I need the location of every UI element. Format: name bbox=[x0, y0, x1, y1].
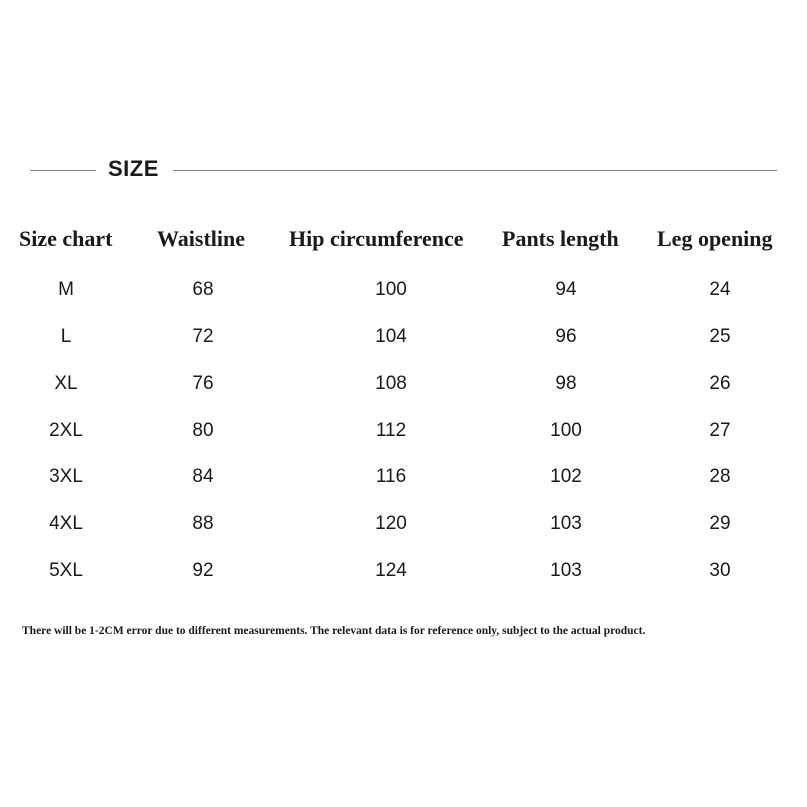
size-title: SIZE bbox=[108, 156, 159, 181]
cell-waistline: 68 bbox=[192, 279, 214, 300]
cell-pants-length: 98 bbox=[555, 373, 577, 394]
cell-hip-circumference: 108 bbox=[375, 373, 407, 394]
measurement-note: There will be 1-2CM error due to different measurements. The relevant data is for reference only, subject to the actual product. bbox=[22, 625, 646, 637]
cell-leg-opening: 24 bbox=[709, 279, 731, 300]
title-divider-right bbox=[173, 170, 777, 171]
cell-hip-circumference: 116 bbox=[375, 466, 407, 487]
cell-size: 4XL bbox=[49, 513, 83, 534]
title-divider-left bbox=[30, 170, 96, 171]
cell-hip-circumference: 112 bbox=[375, 420, 407, 441]
cell-leg-opening: 25 bbox=[709, 326, 731, 347]
cell-pants-length: 103 bbox=[550, 513, 582, 534]
cell-size: L bbox=[60, 326, 72, 347]
cell-leg-opening: 28 bbox=[709, 466, 731, 487]
cell-waistline: 76 bbox=[192, 373, 214, 394]
cell-leg-opening: 26 bbox=[709, 373, 731, 394]
cell-pants-length: 103 bbox=[550, 560, 582, 581]
cell-waistline: 72 bbox=[192, 326, 214, 347]
cell-hip-circumference: 100 bbox=[375, 279, 407, 300]
cell-size: M bbox=[58, 279, 74, 300]
cell-leg-opening: 29 bbox=[709, 513, 731, 534]
cell-waistline: 80 bbox=[192, 420, 214, 441]
header-pants-length: Pants length bbox=[502, 226, 619, 251]
cell-size: 5XL bbox=[49, 560, 83, 581]
size-title-row bbox=[30, 152, 777, 188]
cell-size: XL bbox=[54, 373, 78, 394]
header-waistline: Waistline bbox=[157, 226, 246, 251]
cell-leg-opening: 27 bbox=[709, 420, 731, 441]
cell-waistline: 88 bbox=[192, 513, 214, 534]
cell-pants-length: 96 bbox=[555, 326, 577, 347]
cell-pants-length: 100 bbox=[550, 420, 582, 441]
header-size-chart: Size chart bbox=[19, 226, 113, 251]
cell-waistline: 84 bbox=[192, 466, 214, 487]
cell-hip-circumference: 120 bbox=[375, 513, 407, 534]
cell-size: 2XL bbox=[49, 420, 83, 441]
header-hip-circumference: Hip circumference bbox=[289, 226, 464, 251]
cell-hip-circumference: 124 bbox=[375, 560, 407, 581]
cell-leg-opening: 30 bbox=[709, 560, 731, 581]
cell-pants-length: 94 bbox=[555, 279, 577, 300]
cell-waistline: 92 bbox=[192, 560, 214, 581]
cell-hip-circumference: 104 bbox=[375, 326, 407, 347]
cell-pants-length: 102 bbox=[550, 466, 582, 487]
header-leg-opening: Leg opening bbox=[657, 226, 773, 251]
cell-size: 3XL bbox=[49, 466, 83, 487]
